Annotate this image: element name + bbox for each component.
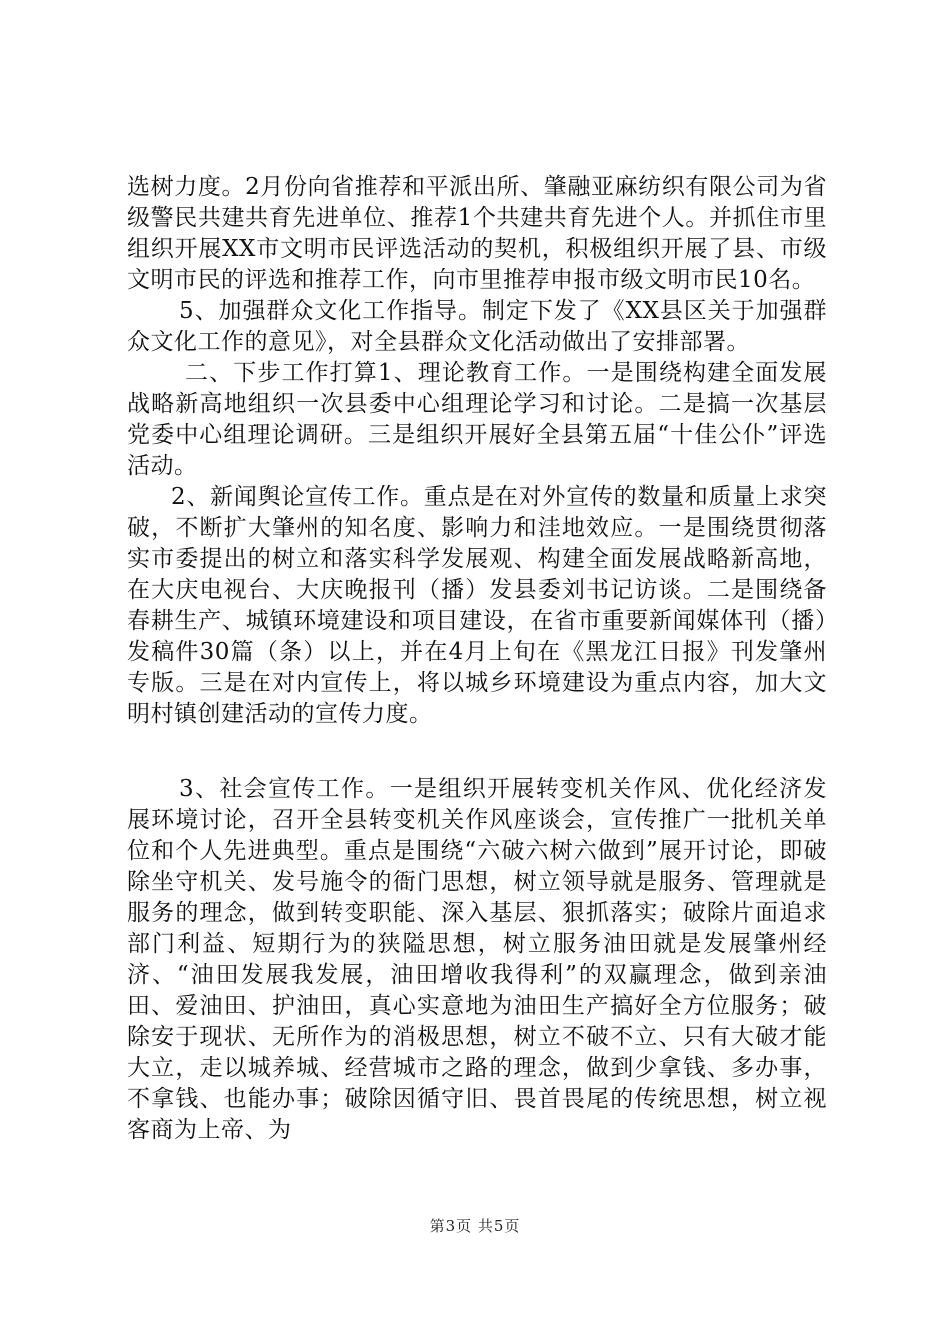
document-body xyxy=(127,172,827,1146)
paragraph-5: 3、社会宣传工作。一是组织开展转变机关作风、优化经济发展环境讨论，召开全县转变机关作风座谈会，宣传推广一批机关单位和个人先进典型。重点是围绕“六破六树六做到”展开讨论，即破除坐守机关、发号施令的衙门思想，树立领导就是服务、管理就是服务的理念，做到转变职能、深入基层、狠抓落实；破除片面追求部门利益、短期行为的狭隘思想，树立服务油田就是发展肇州经济、“油田发展我发展，油田增收我得利”的双赢理念，做到亲油田、爱油田、护油田，真心实意地为油田生产搞好全方位服务；破除安于现状、无所作为的消极思想，树立不破不立、只有大破才能大立，走以城养城、经营城市之路的理念，做到少拿钱、多办事，不拿钱、也能办事；破除因循守旧、畏首畏尾的传统思想，树立视客商为上帝、为 xyxy=(127,776,827,1143)
paragraph-2: 5、加强群众文化工作指导。制定下发了《XX县区关于加强群众文化工作的意见》，对全县群众文化活动做出了安排部署。 xyxy=(127,298,827,355)
page-footer: 第3页 共5页 xyxy=(429,1217,521,1235)
paragraph-1: 选树力度。2月份向省推荐和平派出所、肇融亚麻纺织有限公司为省级警民共建共育先进单位、推荐1个共建共育先进个人。并抓住市里组织开展XX市文明市民评选活动的契机，积极组织开展了县、市级文明市民的评选和推荐工作，向市里推荐申报市级文明市民10名。 xyxy=(127,174,827,293)
paragraph-3: 二、下步工作打算1、理论教育工作。一是围绕构建全面发展战略新高地组织一次县委中心组理论学习和讨论。二是搞一次基层党委中心组理论调研。三是组织开展好全县第五届“十佳公仆”评选活动。 xyxy=(127,360,827,479)
paragraph-4: 2、新闻舆论宣传工作。重点是在对外宣传的数量和质量上求突破，不断扩大肇州的知名度、影响力和洼地效应。一是围绕贯彻落实市委提出的树立和落实科学发展观、构建全面发展战略新高地，在大庆电视台、大庆晚报刊（播）发县委刘书记访谈。二是围绕备春耕生产、城镇环境建设和项目建设，在省市重要新闻媒体刊（播）发稿件30篇（条）以上，并在4月上旬在《黑龙江日报》刊发肇州专版。三是在对内宣传上，将以城乡环境建设为重点内容，加大文明村镇创建活动的宣传力度。 xyxy=(127,484,827,727)
